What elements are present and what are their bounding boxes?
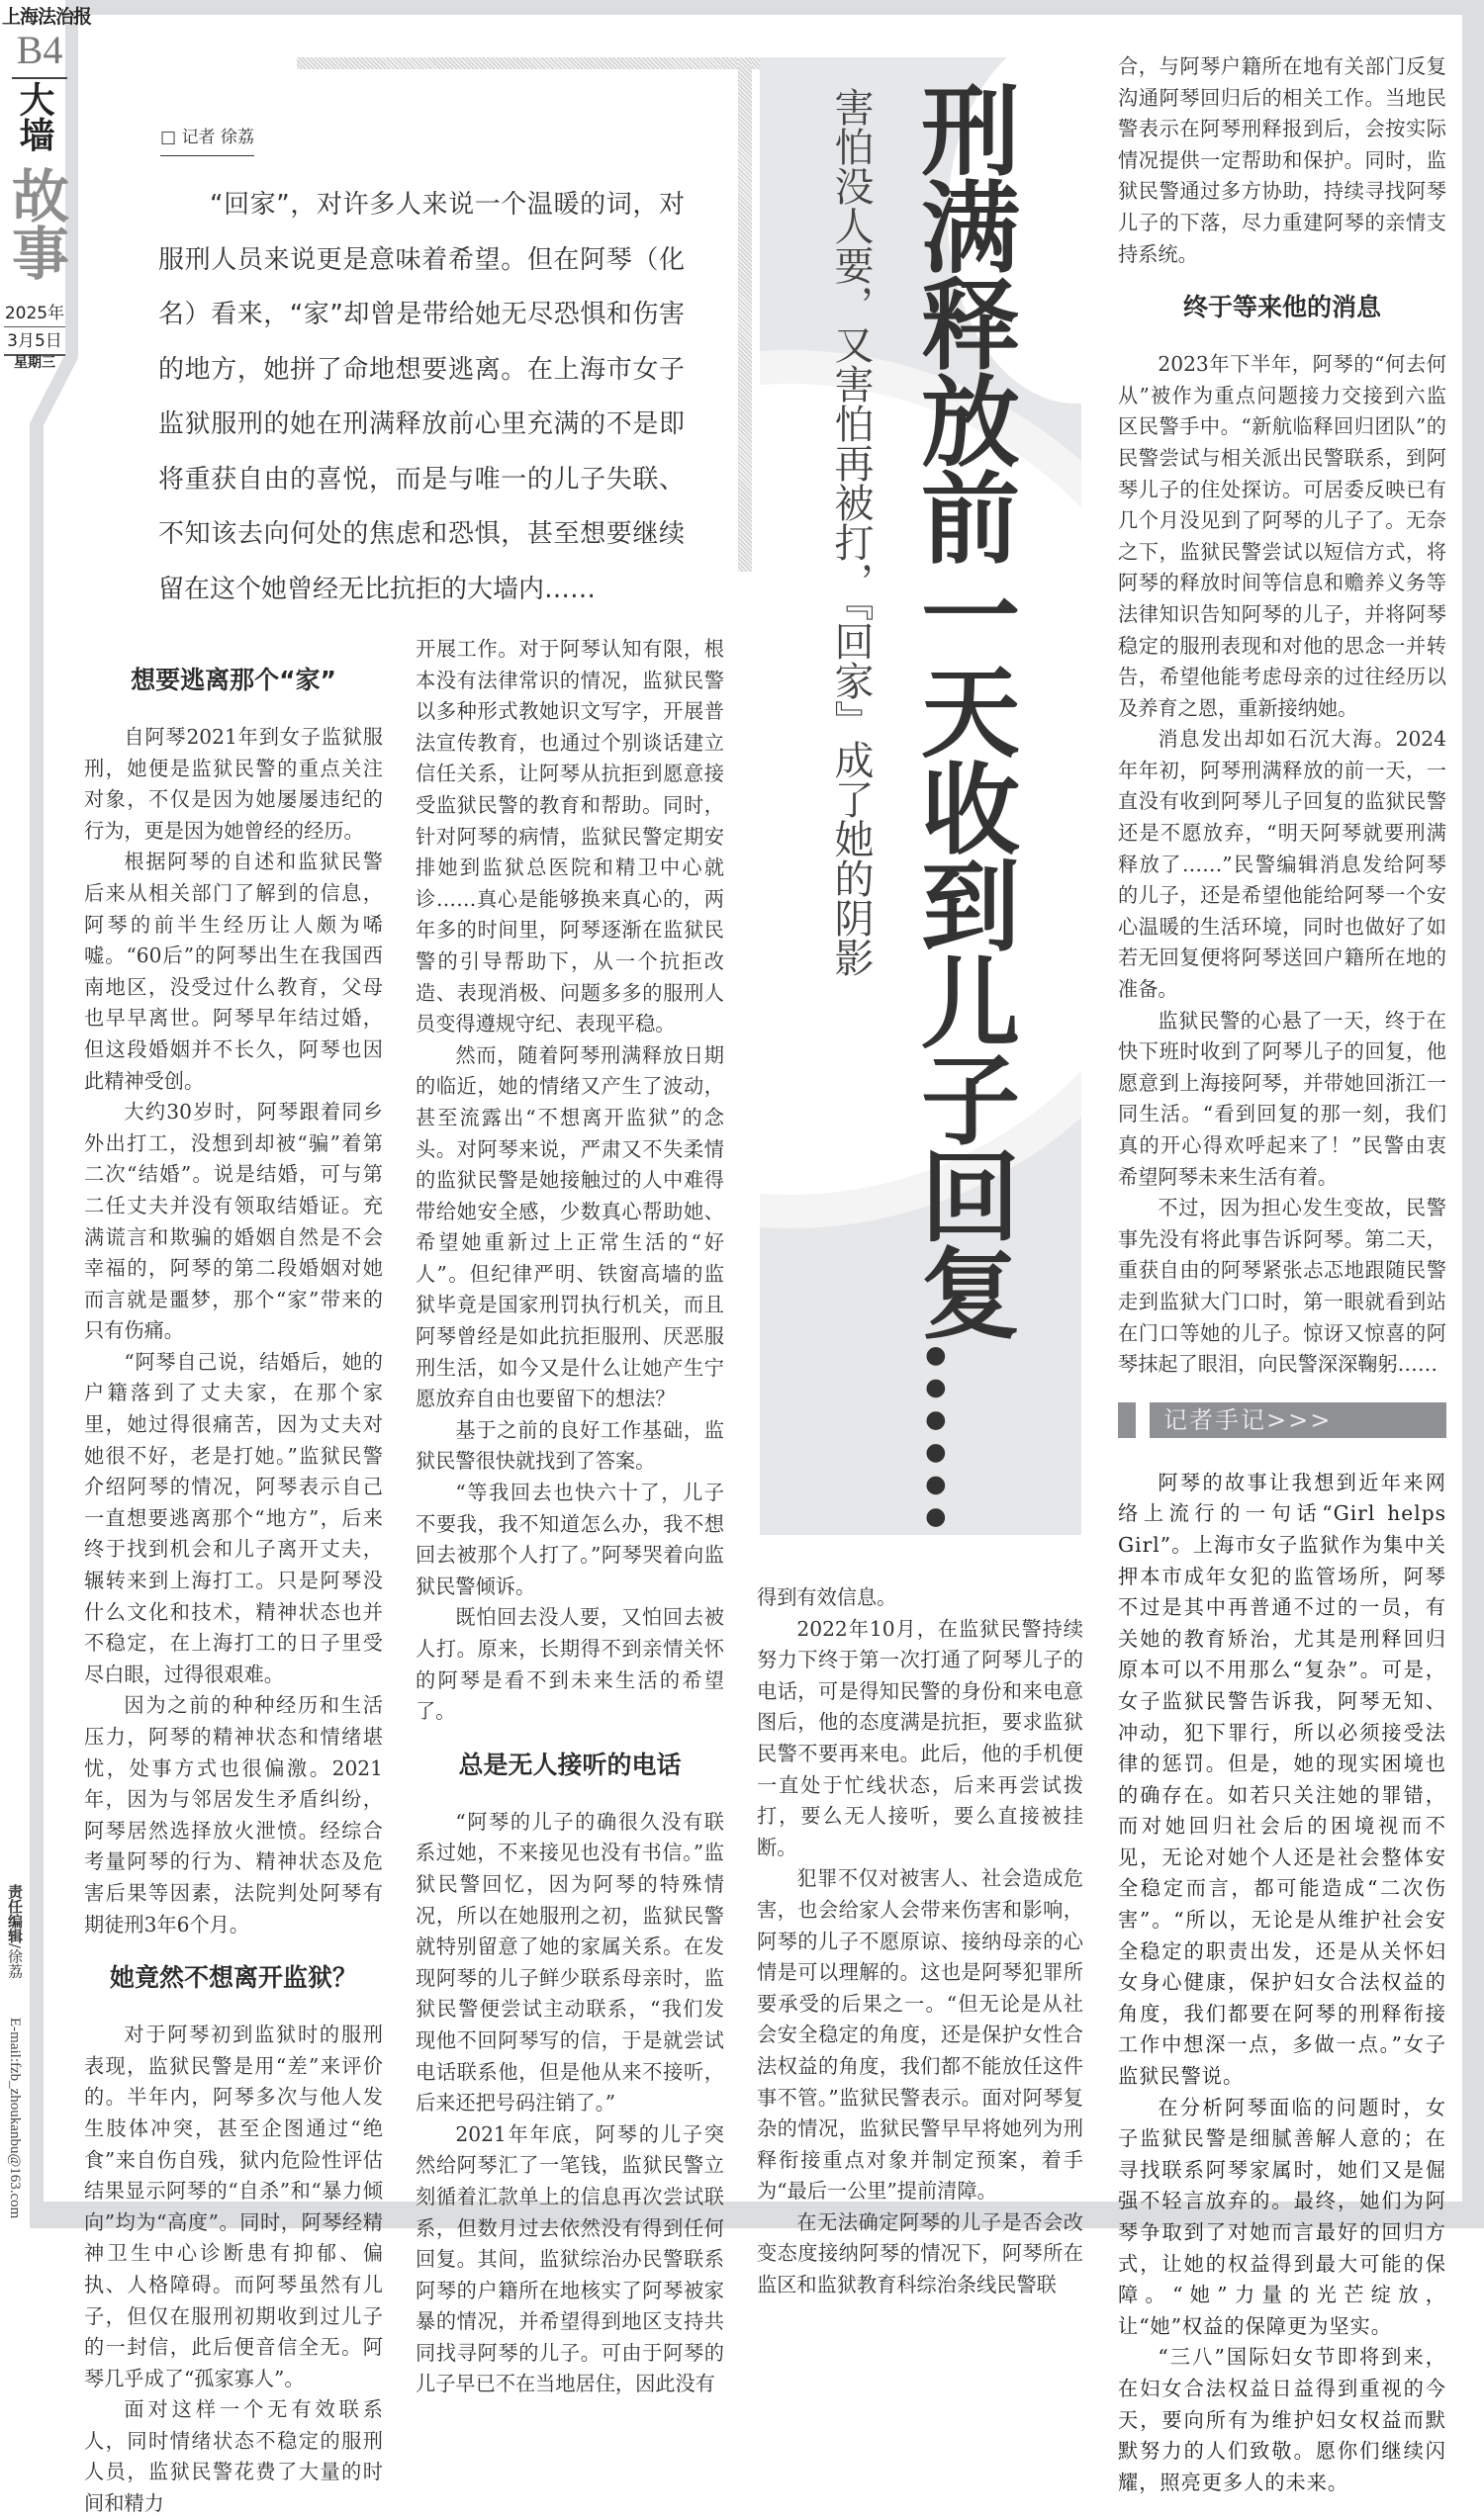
article-paragraph: 面对这样一个无有效联系人，同时情绪状态不稳定的服刑人员，监狱民警花费了大量的时间和精力 <box>84 2397 383 2516</box>
section-heading: 终于等来他的消息 <box>1182 293 1381 322</box>
editor-name: /徐荔 <box>6 1943 24 1979</box>
article-paragraph: 既怕回去没人要，又怕回去被人打。原来，长期得不到亲情关怀的阿琴是看不到未来生活的希望了。 <box>416 1605 724 1724</box>
subheadline: 害怕没人要，又害怕再被打，『回家』成了她的阴影 <box>828 87 874 977</box>
article-paragraph: 大约30岁时，阿琴跟着同乡外出打工，没想到却被“骗”着第二次“结婚”。说是结婚，可与第二任丈夫并没有领取结婚证。充满谎言和欺骗的婚姻自然是不会幸福的，阿琴的第二段婚姻对她而言就是噩梦，那个“家”带来的只有伤痛。 <box>84 1100 383 1343</box>
article-paragraph: 2023年下半年，阿琴的“何去何从”被作为重点问题接力交接到六监区民警手中。“新航临释回归团队”的民警尝试与相关派出民警联系，到阿琴儿子的住处探访。可居委反映已有几个月没见到了阿琴的儿子了。无奈之下，监狱民警尝试以短信方式，将阿琴的释放时间等信息和赡养义务等法律知识告知阿琴的儿子，并将阿琴稳定的服刑表现和对他的思念一并转告，希望他能考虑母亲的过往经历以及养育之恩，重新接纳她。 <box>1118 352 1446 720</box>
intro-frame-top <box>297 57 762 69</box>
article-paragraph: 监狱民警的心悬了一天，终于在快下班时收到了阿琴儿子的回复，他愿意到上海接阿琴，并带她回浙江一同生活。“看到回复的那一刻，我们真的开心得欢呼起来了！”民警由衷希望阿琴未来生活有着。 <box>1118 1008 1446 1189</box>
intro-frame-right <box>738 57 752 572</box>
article-paragraph: 开展工作。对于阿琴认知有限，根本没有法律常识的情况，监狱民警以多种形式教她识文写字，开展普法宣传教育，也通过个别谈话建立信任关系，让阿琴从抗拒到愿意接受监狱民警的教育和帮助。同时，针对阿琴的病情，监狱民警定期安排她到监狱总医院和精卫中心就诊……真心是能够换来真心的，两年多的时间里，阿琴逐渐在监狱民警的引导帮助下，从一个抗拒改造、表现消极、问题多多的服刑人员变得遵规守纪、表现平稳。 <box>416 637 724 1036</box>
issue-year: 2025年 <box>4 299 65 327</box>
article-paragraph: 根据阿琴的自述和监狱民警后来从相关部门了解到的信息，阿琴的前半生经历让人颇为唏嘘。“60后”的阿琴出生在我国西南地区，没受过什么教育，父母也早早离世。阿琴早年结过婚，但这段婚姻并不长久，阿琴也因此精神受创。 <box>84 850 383 1093</box>
section-title: 大墙 <box>14 81 54 152</box>
section-heading: 想要逃离那个“家” <box>131 666 336 694</box>
article-paragraph: “阿琴自己说，结婚后，她的户籍落到了丈夫家，在那个家里，她过得很痛苦，因为丈夫对她很不好，老是打她。”监狱民警介绍阿琴的情况，阿琴表示自己一直想要逃离那个“地方”，后来终于找到机会和儿子离开丈夫，辗转来到上海打工。只是阿琴没什么文化和技术，精神状态也并不稳定，在上海打工的日子里受尽白眼，过得很艰难。 <box>84 1349 383 1686</box>
reporter-notes-paragraph: “三八”国际妇女节即将到来，在妇女合法权益日益得到重视的今天，要向所有为维护妇女权益而默默努力的人们致敬。愿你们继续闪耀，照亮更多人的未来。 <box>1118 2345 1446 2494</box>
headline: 刑满释放前一天收到儿子回复…… <box>904 79 1021 1533</box>
reporter-notes-header <box>1118 1402 1446 1438</box>
editor-label: 责任编辑 <box>6 1884 24 1943</box>
article-paragraph: 2021年年底，阿琴的儿子突然给阿琴汇了一笔钱，监狱民警立刻循着汇款单上的信息再次尝试联系，但数月过去依然没有得到任何回复。其间，监狱综治办民警联系阿琴的户籍所在地核实了阿琴被家暴的情况，并希望得到地区支持共同找寻阿琴的儿子。可由于阿琴的儿子早已不在当地居住，因此没有 <box>416 2121 724 2396</box>
byline: □ 记者 徐荔 <box>160 123 254 156</box>
article-column-1 <box>84 643 383 2520</box>
article-paragraph: 得到有效信息。 <box>757 1585 897 1609</box>
issue-date: 3月5日 <box>4 326 65 356</box>
article-paragraph: 因为之前的种种经历和生活压力，阿琴的精神状态和情绪堪忧，处事方式也很偏激。2021年，因为与邻居发生矛盾纠纷，阿琴居然选择放火泄愤。经综合考量阿琴的行为、精神状态及危害后果等因素，法院判处阿琴有期徒刑3年6个月。 <box>84 1693 383 1936</box>
article-column-3 <box>757 1582 1083 2301</box>
section-heading: 总是无人接听的电话 <box>458 1750 682 1779</box>
section-heading: 她竟然不想离开监狱？ <box>109 1963 357 1993</box>
issue-weekday: 星期三 <box>14 355 55 371</box>
article-paragraph: 犯罪不仅对被害人、社会造成危害，也会给家人会带来伤害和影响，阿琴的儿子不愿原谅、接纳母亲的心情是可以理解的。这也是阿琴犯罪所要承受的后果之一。“但无论是从社会安全稳定的角度，还是保护女性合法权益的角度，我们都不能放任这件事不管。”监狱民警表示。面对阿琴复杂的情况，监狱民警早早将她列为刑释衔接重点对象并制定预案，着手为“最后一公里”提前清障。 <box>757 1866 1083 2204</box>
notes-header-label: 记者手记>>> <box>1150 1402 1446 1438</box>
notes-header-marker <box>1118 1402 1136 1438</box>
editor-email: E-mail:fzb_zhoukanbu@163.com <box>7 2018 23 2219</box>
article-column-2 <box>416 634 724 2400</box>
section-subtitle: 故事 <box>2 166 69 281</box>
newspaper-masthead: 上海法治报 <box>2 6 92 28</box>
reporter-notes-paragraph: 在分析阿琴面临的问题时，女子监狱民警是细腻善解人意的；在寻找联系阿琴家属时，她们又是倔强不轻言放弃的。最终，她们为阿琴争取到了对她而言最好的回归方式，让她的权益得到最大可能的保障。“她”力量的光芒绽放，让“她”权益的保障更为坚实。 <box>1118 2095 1446 2338</box>
article-paragraph: 合，与阿琴户籍所在地有关部门反复沟通阿琴回归后的相关工作。当地民警表示在阿琴刑释报到后，会按实际情况提供一定帮助和保护。同时，监狱民警通过多方协助，持续寻找阿琴儿子的下落，尽力重建阿琴的亲情支持系统。 <box>1118 54 1446 266</box>
article-column-4 <box>1118 51 1446 2498</box>
article-paragraph: 不过，因为担心发生变故，民警事先没有将此事告诉阿琴。第二天，重获自由的阿琴紧张忐忑地跟随民警走到监狱大门口时，第一眼就看到站在门口等她的儿子。惊讶又惊喜的阿琴抹起了眼泪，向民警深深鞠躬…… <box>1118 1196 1446 1377</box>
reporter-notes-paragraph: 阿琴的故事让我想到近年来网络上流行的一句话“Girl helps Girl”。上海市女子监狱作为集中关押本市成年女犯的监管场所，阿琴不过是其中再普通不过的一员，有关她的教育矫治，尤其是刑释回归原本可以不用那么“复杂”。可是，女子监狱民警告诉我，阿琴无知、冲动，犯下罪行，所以必须接受法律的惩罚。但是，她的现实困境也的确存在。如若只关注她的罪错，而对她回归社会后的困境视而不见，无论对她个人还是社会整体安全稳定而言，都可能造成“二次伤害”。“所以，无论是从维护社会安全稳定的职责出发，还是从关怀妇女身心健康，保护妇女合法权益的角度，我们都要在阿琴的刑释衔接工作中想深一点，多做一点。”女子监狱民警说。 <box>1118 1470 1446 2089</box>
article-paragraph: 在无法确定阿琴的儿子是否会改变态度接纳阿琴的情况下，阿琴所在监区和监狱教育科综治条线民警联 <box>757 2209 1083 2297</box>
article-paragraph: 对于阿琴初到监狱时的服刑表现，监狱民警是用“差”来评价的。半年内，阿琴多次与他人发生肢体冲突，甚至企图通过“绝食”来自伤自残，狱内危险性评估结果显示阿琴的“自杀”和“暴力倾向”均为“高度”。同时，阿琴经精神卫生中心诊断患有抑郁、偏执、人格障碍。而阿琴虽然有儿子，但仅在服刑初期收到过儿子的一封信，此后便音信全无。阿琴几乎成了“孤家寡人”。 <box>84 2023 383 2390</box>
article-paragraph: “阿琴的儿子的确很久没有联系过她，不来接见也没有书信。”监狱民警回忆，因为阿琴的特殊情况，所以在她服刑之初，监狱民警就特别留意了她的家属关系。在发现阿琴的儿子鲜少联系母亲时，监狱民警便尝试主动联系，“我们发现他不回阿琴写的信，于是就尝试电话联系他，但是他从来不接听，后来还把号码注销了。” <box>416 1809 724 2115</box>
page-number: B4 <box>12 30 67 79</box>
article-paragraph: 基于之前的良好工作基础，监狱民警很快就找到了答案。 <box>416 1417 724 1474</box>
article-intro: “回家”，对许多人来说一个温暖的词，对服刑人员来说更是意味着希望。但在阿琴（化名）看来，“家”却曾是带给她无尽恐惧和伤害的地方，她拼了命地想要逃离。在上海市女子监狱服刑的她在刑满释放前心里充满的不是即将重获自由的喜悦，而是与唯一的儿子失联、不知该去向何处的焦虑和恐惧，甚至想要继续留在这个她曾经无比抗拒的大墙内…… <box>158 190 685 604</box>
article-paragraph: 然而，随着阿琴刑满释放日期的临近，她的情绪又产生了波动，甚至流露出“不想离开监狱”的念头。对阿琴来说，严肃又不失柔情的监狱民警是她接触过的人中难得带给她安全感，少数真心帮助她、希望她重新过上正常生活的“好人”。但纪律严明、铁窗高墙的监狱毕竟是国家刑罚执行机关，而且阿琴曾经是如此抗拒服刑、厌恶服刑生活，如今又是什么让她产生宁愿放弃自由也要留下的想法？ <box>416 1042 724 1411</box>
article-paragraph: 2022年10月，在监狱民警持续努力下终于第一次打通了阿琴儿子的电话，可是得知民警的身份和来电意图后，他的态度满是抗拒，要求监狱民警不要再来电。此后，他的手机便一直处于忙线状态，后来再尝试拨打，要么无人接听，要么直接被挂断。 <box>757 1616 1083 1859</box>
article-paragraph: “等我回去也快六十了，儿子不要我，我不知道怎么办，我不想回去被那个人打了。”阿琴哭着向监狱民警倾诉。 <box>416 1481 724 1598</box>
editor-credit <box>4 1884 26 1978</box>
article-paragraph: 消息发出却如石沉大海。2024年年初，阿琴刑满释放的前一天，一直没有收到阿琴儿子回复的监狱民警还是不愿放弃，“明天阿琴就要刑满释放了……”民警编辑消息发给阿琴的儿子，还是希望他能给阿琴一个安心温暖的生活环境，同时也做好了如若无回复便将阿琴送回户籍所在地的准备。 <box>1118 727 1446 1002</box>
right-frame-band <box>1462 0 1484 2228</box>
article-paragraph: 自阿琴2021年到女子监狱服刑，她便是监狱民警的重点关注对象，不仅是因为她屡屡违纪的行为，更是因为她曾经的经历。 <box>84 725 383 843</box>
headline-panel <box>760 57 1081 1535</box>
top-frame-band <box>77 0 1484 15</box>
